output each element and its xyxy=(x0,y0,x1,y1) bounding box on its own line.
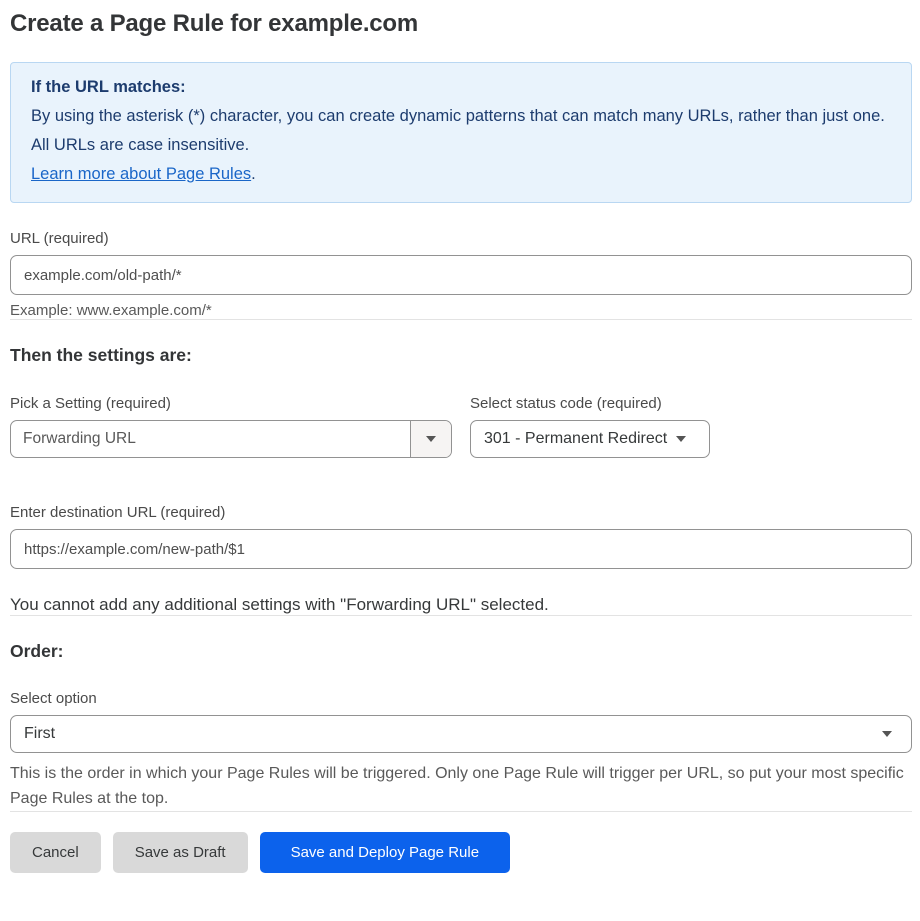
status-select-label: Select status code (required) xyxy=(470,395,662,412)
order-select-wrap xyxy=(10,715,912,753)
order-heading: Order: xyxy=(10,641,64,661)
divider xyxy=(10,811,912,812)
url-label: URL (required) xyxy=(10,230,109,247)
order-select[interactable] xyxy=(10,715,912,753)
setting-select-value: Forwarding URL xyxy=(23,430,136,447)
url-hint: Example: www.example.com/* xyxy=(10,302,212,319)
caret-down-icon xyxy=(882,731,892,737)
learn-more-link[interactable]: Learn more about Page Rules xyxy=(31,165,252,183)
status-code-select[interactable] xyxy=(470,420,710,458)
destination-section xyxy=(10,504,912,569)
url-match-info-box xyxy=(10,62,912,203)
cancel-button[interactable]: Cancel xyxy=(10,832,101,873)
destination-input[interactable] xyxy=(10,529,912,569)
caret-down-icon xyxy=(426,436,436,442)
destination-label: Enter destination URL (required) xyxy=(10,504,226,521)
status-code-value: 301 - Permanent Redirect xyxy=(484,430,668,447)
setting-select-group xyxy=(10,395,452,458)
page-title: Create a Page Rule for example.com xyxy=(10,10,419,37)
forwarding-url-note: You cannot add any additional settings with "Forwarding URL" selected. xyxy=(10,595,549,614)
url-section xyxy=(10,230,912,319)
info-box-heading: If the URL matches: xyxy=(31,78,186,96)
settings-selects-row xyxy=(10,395,912,458)
divider xyxy=(10,319,912,320)
settings-heading: Then the settings are: xyxy=(10,345,192,365)
info-box-body: By using the asterisk (*) character, you can create dynamic patterns that can match many URLs, rather than just one. All URLs are case insensitive. xyxy=(31,107,885,154)
order-help-text: This is the order in which your Page Rules will be triggered. Only one Page Rule will trigger per URL, so put your most specific Page Rules at the top. xyxy=(10,765,904,807)
info-link-suffix: . xyxy=(251,165,256,183)
divider xyxy=(10,615,912,616)
url-input[interactable] xyxy=(10,255,912,295)
order-select-label: Select option xyxy=(10,690,97,707)
save-as-draft-button[interactable]: Save as Draft xyxy=(113,832,248,873)
setting-select-label: Pick a Setting (required) xyxy=(10,395,171,412)
caret-down-icon xyxy=(676,436,686,442)
save-and-deploy-button[interactable]: Save and Deploy Page Rule xyxy=(260,832,510,873)
chevron-down-icon[interactable] xyxy=(410,421,451,457)
order-select-value: First xyxy=(24,725,56,742)
form-actions xyxy=(10,832,912,879)
setting-select[interactable] xyxy=(10,420,452,458)
info-link-line xyxy=(31,160,891,189)
status-select-group xyxy=(470,395,710,458)
